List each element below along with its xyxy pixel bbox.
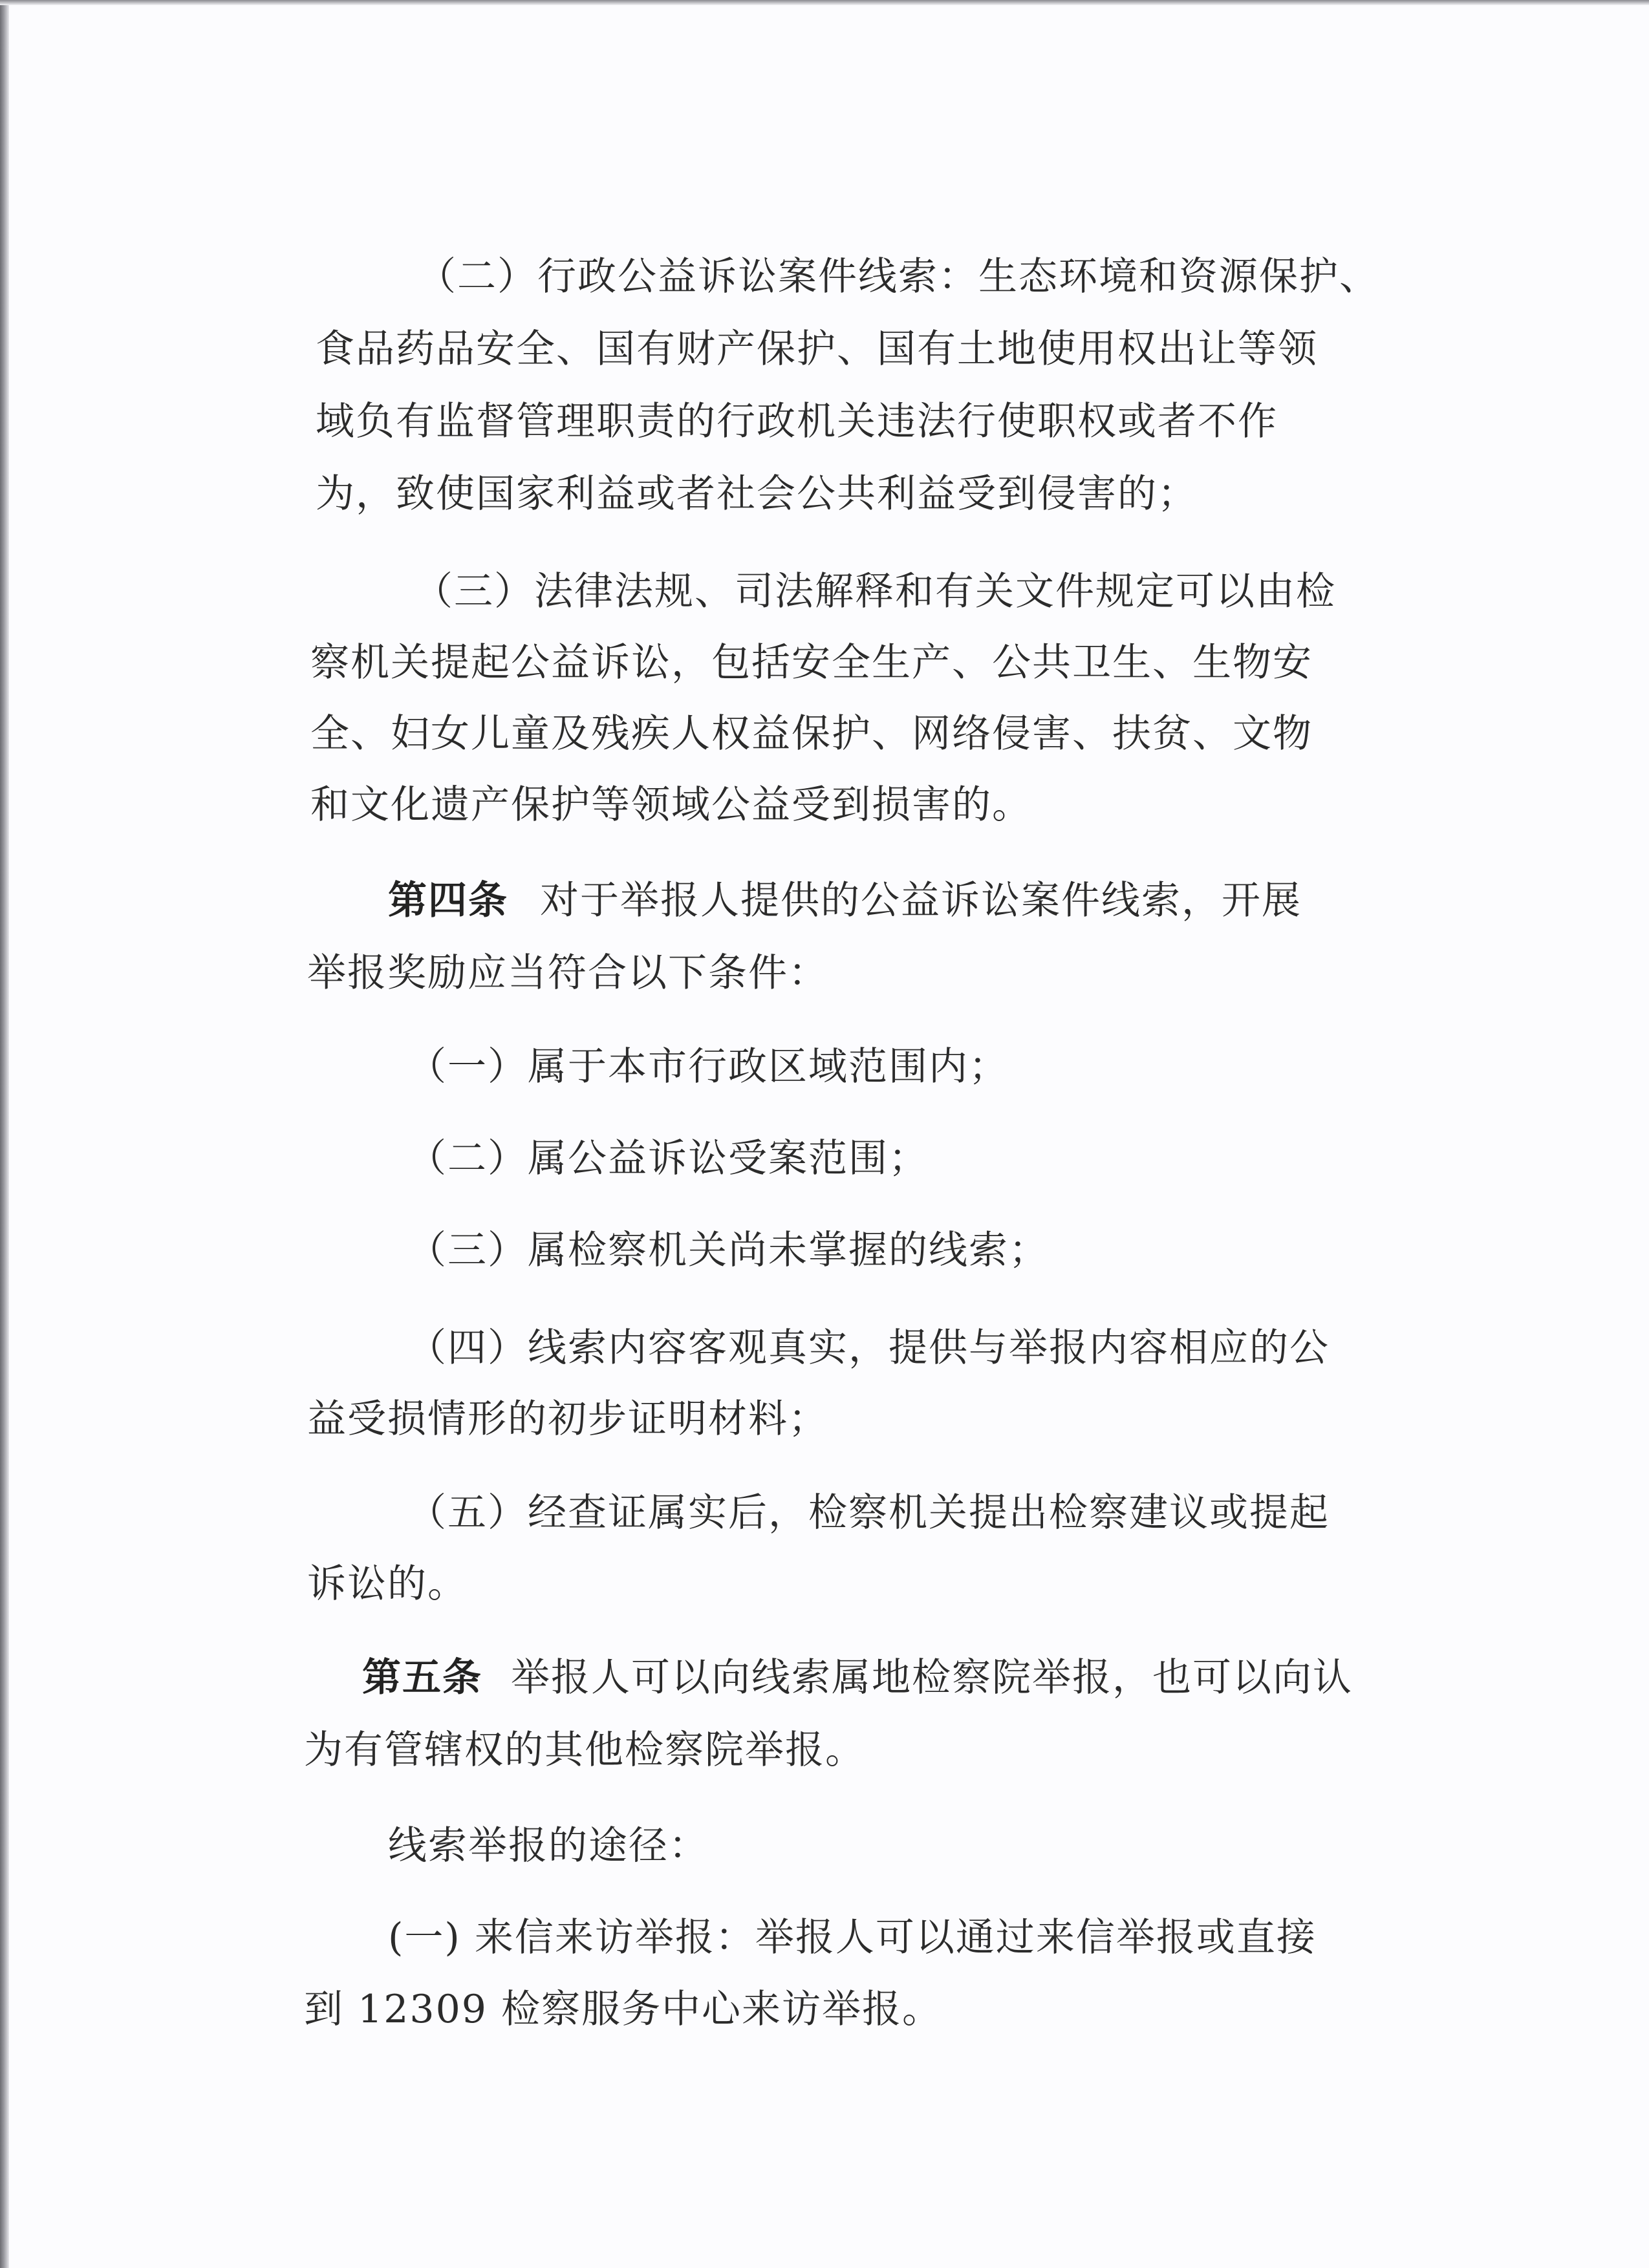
text-line: 益受损情形的初步证明材料； xyxy=(307,1396,828,1442)
text-line: （二）行政公益诉讼案件线索：生态环境和资源保护、 xyxy=(417,254,1379,299)
text-line: 为，致使国家利益或者社会公共利益受到侵害的； xyxy=(316,471,1198,517)
article-five-heading: 第五条 xyxy=(362,1655,482,1700)
condition-item-3: （三）属检察机关尚未掌握的线索； xyxy=(407,1228,1049,1273)
text-line: 举报人可以向线索属地检察院举报，也可以向认 xyxy=(511,1655,1353,1700)
article-four-heading: 第四条 xyxy=(388,878,508,923)
condition-item-2: （二）属公益诉讼受案范围； xyxy=(407,1136,929,1181)
text-line: 域负有监督管理职责的行政机关违法行使职权或者不作 xyxy=(316,399,1278,444)
text-line: 举报奖励应当符合以下条件： xyxy=(307,950,828,996)
text-line: （五）经查证属实后，检察机关提出检察建议或提起 xyxy=(407,1490,1330,1535)
text-line: (一) 来信来访举报：举报人可以通过来信举报或直接 xyxy=(388,1915,1317,1960)
text-line: （三）法律法规、司法解释和有关文件规定可以由检 xyxy=(414,569,1336,614)
text-line: 对于举报人提供的公益诉讼案件线索，开展 xyxy=(540,878,1302,923)
text-line: 察机关提起公益诉讼，包括安全生产、公共卫生、生物安 xyxy=(310,640,1313,685)
condition-item-1: （一）属于本市行政区域范围内； xyxy=(407,1044,1009,1089)
text-line: 食品药品安全、国有财产保护、国有土地使用权出让等领 xyxy=(316,326,1318,372)
text-line: 诉讼的。 xyxy=(307,1561,468,1607)
text-line: 和文化遗产保护等领域公益受到损害的。 xyxy=(310,782,1032,828)
text-line: （四）线索内容客观真实，提供与举报内容相应的公 xyxy=(407,1325,1330,1371)
scan-edge-left xyxy=(0,0,9,2268)
text-line: 为有管辖权的其他检察院举报。 xyxy=(304,1728,865,1773)
text-line: 全、妇女儿童及残疾人权益保护、网络侵害、扶贫、文物 xyxy=(310,711,1313,756)
report-channels-intro: 线索举报的途径： xyxy=(388,1823,709,1868)
scan-edge-top xyxy=(0,0,1649,5)
text-line: 到 12309 检察服务中心来访举报。 xyxy=(304,1987,943,2032)
